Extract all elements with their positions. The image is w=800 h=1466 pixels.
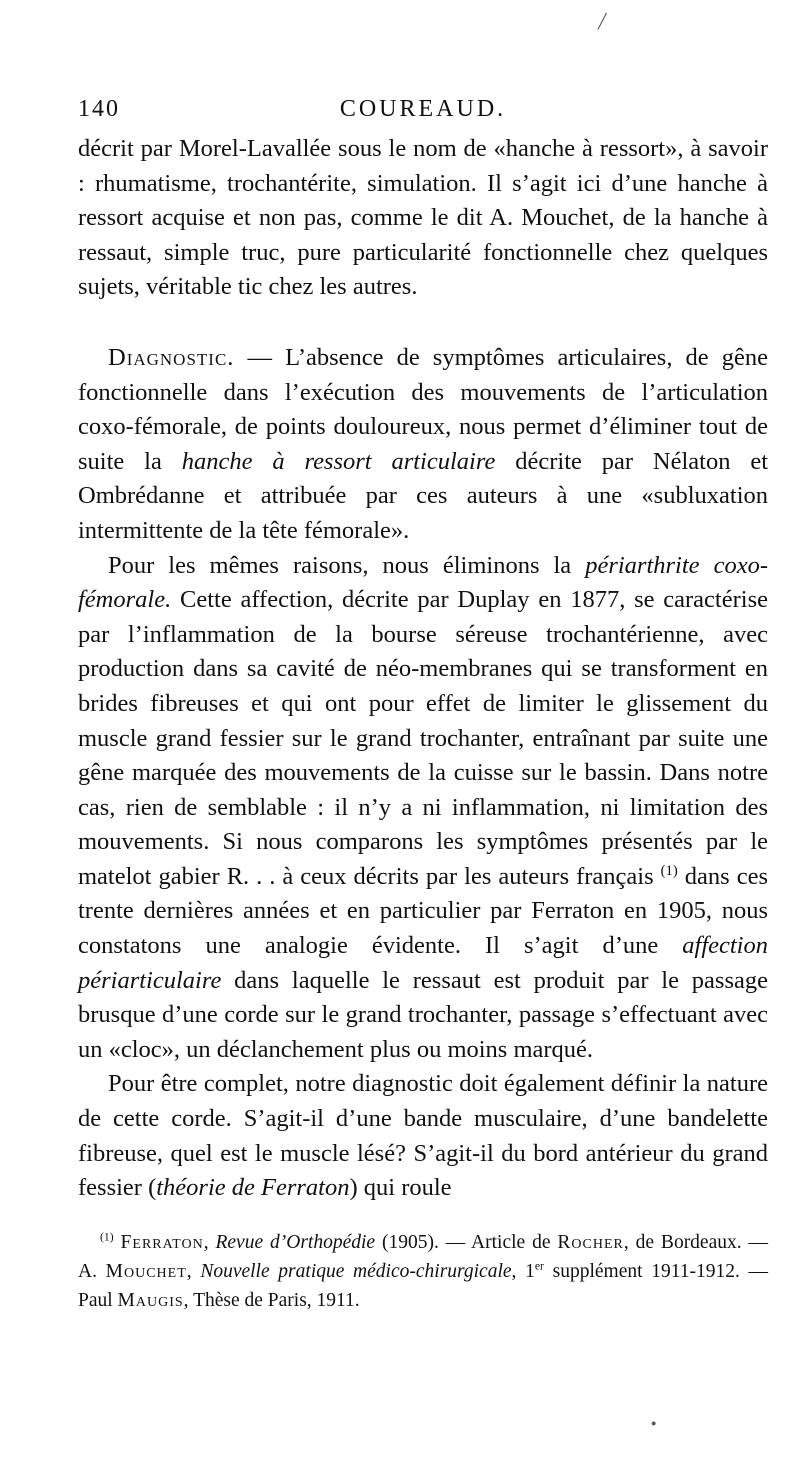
footnote-author-rocher: Rocher xyxy=(557,1231,624,1253)
page-number: 140 xyxy=(78,96,120,122)
complet-text-1: Pour être complet, notre diagnostic doit également définir la nature de cette corde. S’agit-il d’une bande musculaire, d’une bandelette fibreuse, quel est le muscle lésé? S’agit-il du bord antérieur du grand fessier ( xyxy=(78,1070,768,1202)
paragraph-complet xyxy=(78,1067,768,1205)
paragraph-intro xyxy=(78,132,768,305)
section-gap xyxy=(78,305,768,341)
periarthrite-text-2: Cette affection, décrite par Duplay en 1877, se caractérise par l’inflammation de la bourse séreuse trochantérienne, avec production dans sa cavité de néo-membranes qui se transforment en brides fibreuses et qui ont pour effet de limiter le glissement du muscle grand fessier sur le grand trochanter, entraînant par suite une gêne marquée des mouvements de la cuisse sur le bassin. Dans notre cas, rien de semblable : il n’y a ni inflammation, ni limitation des mouvements. Si nous comparons les symptômes présentés par le matelot gabier R. . . à ceux décrits par les auteurs français xyxy=(78,586,768,890)
footnote-text-1: (1905). — Article de xyxy=(375,1231,558,1253)
footnotes xyxy=(78,1228,768,1315)
body-text xyxy=(78,132,768,1206)
paragraph-periarthrite xyxy=(78,549,768,1068)
footnote-title-nouvelle-pratique: Nouvelle pratique médico-chirurgicale xyxy=(200,1260,512,1282)
diagnostic-text-2: décrite par Nélaton et Ombrédanne et attribuée par ces auteurs à une «subluxation intermittente de la tête fémorale». xyxy=(78,447,768,544)
paragraph-diagnostic xyxy=(78,341,768,549)
paragraph-intro-text: décrit par Morel-Lavallée sous le nom de «hanche à ressort», à savoir : rhumatisme, trochantérite, simulation. Il s’agit ici d’une hanche à ressort acquise et non pas, comme le dit A. Mouchet, de la hanche à ressaut, simple truc, pure particularité fonctionnelle chez quelques sujets, véritable tic chez les autres. xyxy=(78,135,768,301)
periarthrite-text-4: dans laquelle le ressaut est produit par le passage brusque d’une corde sur le grand trochanter, passage s’effectuant avec un «cloc», un déclanchement plus ou moins marqué. xyxy=(78,966,768,1063)
periarthrite-italic-1: périarthrite coxo-fémorale. xyxy=(78,551,768,614)
footnote-marker: (1) xyxy=(100,1230,114,1244)
section-heading-diagnostic: Diagnostic. xyxy=(108,343,235,371)
periarthrite-italic-2: affection périarticulaire xyxy=(78,932,768,994)
footnote-reference: (1) xyxy=(660,862,678,879)
footnote-sep-2: , xyxy=(186,1260,201,1282)
footnote-author-ferraton: Ferraton xyxy=(120,1231,204,1253)
scan-dot-icon: ● xyxy=(651,1418,657,1428)
footnote-author-mouchet: Mouchet xyxy=(105,1260,187,1282)
scan-mark-icon: ╱ xyxy=(598,15,607,30)
complet-italic-1: théorie de Ferraton xyxy=(156,1174,350,1202)
footnote-title-revue: Revue d’Orthopédie xyxy=(215,1231,376,1253)
footnote-text-3: , 1 xyxy=(511,1260,535,1282)
footnote-1 xyxy=(78,1228,768,1315)
complet-text-2: ) qui roule xyxy=(349,1174,452,1202)
footnote-text-5: , Thèse de Paris, 1911. xyxy=(183,1289,360,1311)
diagnostic-text-1: — L’absence de symptômes articulaires, de gêne fonctionnelle dans l’exécution des mouvements de l’articulation coxo-fémorale, de points douloureux, nous permet d’éliminer tout de suite la xyxy=(78,343,768,475)
periarthrite-text-1: Pour les mêmes raisons, nous éliminons la xyxy=(108,551,586,579)
periarthrite-text-3: dans ces trente dernières années et en particulier par Ferraton en 1905, nous constatons une analogie évidente. Il s’agit d’une xyxy=(78,862,768,960)
footnote-author-maugis: Maugis xyxy=(117,1289,184,1311)
running-title: COUREAUD. xyxy=(339,96,507,122)
footnote-superscript-er: er xyxy=(534,1259,544,1273)
book-page xyxy=(78,92,768,1315)
footnote-sep-1: , xyxy=(203,1231,216,1253)
footnote-text-4: supplément 1911-1912. — Paul xyxy=(78,1260,769,1311)
diagnostic-italic-1: hanche à ressort articulaire xyxy=(181,447,496,475)
running-head xyxy=(78,92,768,132)
footnote-text-2: , de Bordeaux. — A. xyxy=(78,1231,769,1282)
